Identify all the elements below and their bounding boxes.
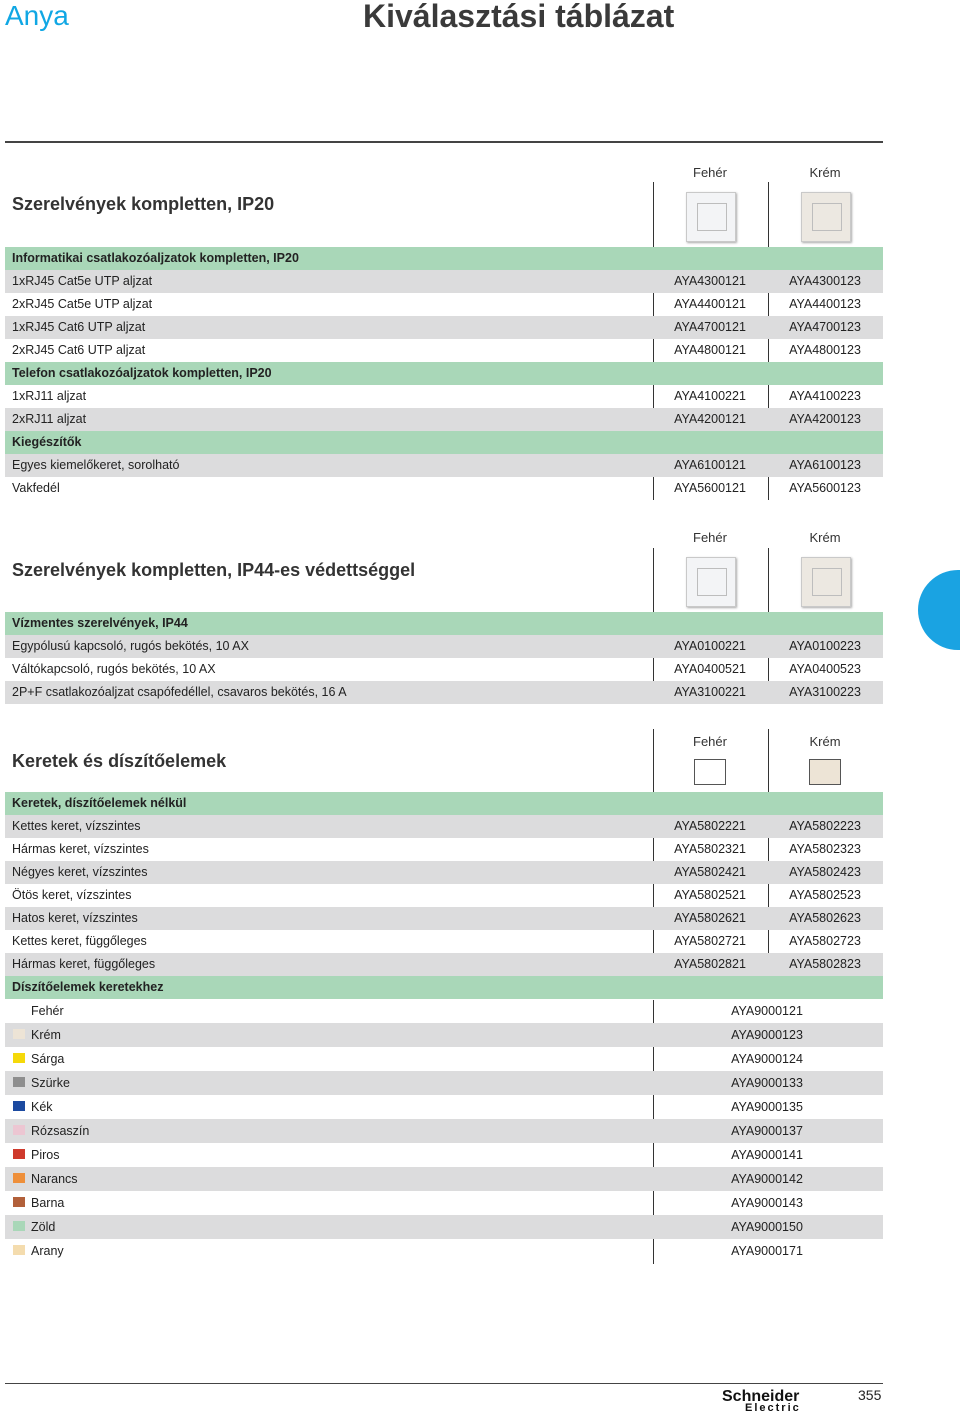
decor-row — [5, 1119, 883, 1143]
decor-label: Kék — [31, 1100, 53, 1114]
color-swatch — [13, 1125, 25, 1135]
table-row — [5, 815, 883, 838]
frame-swatch-white — [694, 759, 726, 785]
code-krem: AYA6100123 — [789, 458, 861, 472]
code-krem: AYA5802823 — [789, 957, 861, 971]
decor-label: Barna — [31, 1196, 65, 1210]
row-label: 2xRJ45 Cat5e UTP aljzat — [12, 297, 153, 311]
row-label: Ötös keret, vízszintes — [12, 888, 132, 902]
product-thumbnail-cream — [801, 557, 851, 607]
brand-label: Anya — [5, 0, 69, 31]
code-feher: AYA4700121 — [674, 320, 746, 334]
decor-code: AYA9000171 — [731, 1244, 803, 1258]
table-ip44 — [5, 612, 883, 704]
decor-row — [5, 1143, 883, 1167]
color-swatch — [13, 1149, 25, 1159]
category-row — [5, 976, 883, 999]
color-swatch — [13, 1221, 25, 1231]
row-label: 1xRJ45 Cat6 UTP aljzat — [12, 320, 146, 334]
section-title: Szerelvények kompletten, IP20 — [12, 194, 275, 214]
bottom-divider — [5, 1383, 883, 1384]
decor-label: Sárga — [31, 1052, 65, 1066]
category-label: Vízmentes szerelvények, IP44 — [12, 616, 188, 630]
table-row — [5, 477, 883, 500]
decor-code: AYA9000143 — [731, 1196, 803, 1210]
code-feher: AYA5802321 — [674, 842, 746, 856]
row-label: 2xRJ45 Cat6 UTP aljzat — [12, 343, 146, 357]
code-krem: AYA4800123 — [789, 343, 861, 357]
category-row — [5, 247, 883, 270]
decor-code: AYA9000133 — [731, 1076, 803, 1090]
row-label: Váltókapcsoló, rugós bekötés, 10 AX — [12, 662, 216, 676]
code-krem: AYA4400123 — [789, 297, 861, 311]
schneider-logo: Schneider — [722, 1388, 800, 1405]
column-header-krem: Krém — [809, 734, 841, 749]
table-row — [5, 658, 883, 681]
decor-row — [5, 1191, 883, 1215]
table-row — [5, 838, 883, 861]
decor-code: AYA9000142 — [731, 1172, 803, 1186]
decor-label: Piros — [31, 1148, 60, 1162]
decor-row — [5, 1047, 883, 1071]
color-swatch — [13, 1245, 25, 1255]
column-header-feher: Fehér — [693, 530, 727, 545]
code-krem: AYA0400523 — [789, 662, 861, 676]
table-row — [5, 454, 883, 477]
decor-code: AYA9000137 — [731, 1124, 803, 1138]
decor-label: Szürke — [31, 1076, 70, 1090]
row-label: Vakfedél — [12, 481, 60, 495]
table-row — [5, 681, 883, 704]
table-row — [5, 408, 883, 431]
product-thumbnail-cream — [801, 192, 851, 242]
code-krem: AYA4100223 — [789, 389, 861, 403]
code-feher: AYA4100221 — [674, 389, 746, 403]
row-label: Hármas keret, vízszintes — [12, 842, 149, 856]
code-krem: AYA4300123 — [789, 274, 861, 288]
color-swatch — [13, 1197, 25, 1207]
table-row — [5, 930, 883, 953]
section-title: Szerelvények kompletten, IP44-es védettséggel — [12, 560, 416, 580]
category-label: Díszítőelemek keretekhez — [12, 980, 164, 994]
code-feher: AYA5802721 — [674, 934, 746, 948]
decor-row — [5, 1023, 883, 1047]
decor-row — [5, 1071, 883, 1095]
decor-row — [5, 1095, 883, 1119]
table-row — [5, 316, 883, 339]
category-label: Informatikai csatlakozóaljzatok kompletten, IP20 — [12, 251, 299, 265]
table-row — [5, 907, 883, 930]
category-row — [5, 612, 883, 635]
table-row — [5, 953, 883, 976]
code-krem: AYA5802223 — [789, 819, 861, 833]
table-row — [5, 270, 883, 293]
code-feher: AYA5802821 — [674, 957, 746, 971]
color-swatch — [13, 1173, 25, 1183]
page-title: Kiválasztási táblázat — [363, 0, 675, 34]
decor-row — [5, 1167, 883, 1191]
code-feher: AYA4300121 — [674, 274, 746, 288]
decor-code: AYA9000135 — [731, 1100, 803, 1114]
row-label: 1xRJ11 aljzat — [12, 389, 87, 403]
color-swatch — [13, 1101, 25, 1111]
decor-code: AYA9000121 — [731, 1004, 803, 1018]
code-feher: AYA5802221 — [674, 819, 746, 833]
table-row — [5, 861, 883, 884]
code-feher: AYA6100121 — [674, 458, 746, 472]
decor-label: Arany — [31, 1244, 64, 1258]
code-feher: AYA4800121 — [674, 343, 746, 357]
code-feher: AYA0400521 — [674, 662, 746, 676]
row-label: Kettes keret, vízszintes — [12, 819, 141, 833]
page-number: 355 — [858, 1387, 882, 1403]
column-header-feher: Fehér — [693, 734, 727, 749]
decor-label: Narancs — [31, 1172, 78, 1186]
code-krem: AYA4200123 — [789, 412, 861, 426]
schneider-logo-sub: Electric — [745, 1402, 801, 1414]
category-row — [5, 431, 883, 454]
top-divider — [5, 141, 883, 143]
table-ip20 — [5, 247, 883, 500]
code-feher: AYA0100221 — [674, 639, 746, 653]
row-label: Egyes kiemelőkeret, sorolható — [12, 458, 180, 472]
column-header-krem: Krém — [809, 530, 841, 545]
decor-row — [5, 1239, 883, 1263]
decor-code: AYA9000150 — [731, 1220, 803, 1234]
code-krem: AYA5802623 — [789, 911, 861, 925]
code-feher: AYA4200121 — [674, 412, 746, 426]
table-row — [5, 884, 883, 907]
code-feher: AYA5802521 — [674, 888, 746, 902]
column-header-krem: Krém — [809, 165, 841, 180]
code-krem: AYA5802323 — [789, 842, 861, 856]
code-krem: AYA5802423 — [789, 865, 861, 879]
row-label: 2P+F csatlakozóaljzat csapófedéllel, csavaros bekötés, 16 A — [12, 685, 347, 699]
row-label: Egypólusú kapcsoló, rugós bekötés, 10 AX — [12, 639, 249, 653]
decor-code: AYA9000123 — [731, 1028, 803, 1042]
code-feher: AYA4400121 — [674, 297, 746, 311]
row-label: 2xRJ11 aljzat — [12, 412, 87, 426]
table-row — [5, 339, 883, 362]
table-frames — [5, 792, 883, 999]
decor-code: AYA9000124 — [731, 1052, 803, 1066]
frame-swatch-cream — [809, 759, 841, 785]
table-row — [5, 385, 883, 408]
decor-code: AYA9000141 — [731, 1148, 803, 1162]
code-krem: AYA5802523 — [789, 888, 861, 902]
category-row — [5, 362, 883, 385]
code-krem: AYA5600123 — [789, 481, 861, 495]
column-header-feher: Fehér — [693, 165, 727, 180]
code-krem: AYA4700123 — [789, 320, 861, 334]
table-row — [5, 635, 883, 658]
row-label: Hatos keret, vízszintes — [12, 911, 138, 925]
code-feher: AYA5802621 — [674, 911, 746, 925]
code-feher: AYA5802421 — [674, 865, 746, 879]
section-tab-marker — [918, 570, 960, 650]
row-label: 1xRJ45 Cat5e UTP aljzat — [12, 274, 153, 288]
row-label: Kettes keret, függőleges — [12, 934, 147, 948]
category-label: Keretek, díszítőelemek nélkül — [12, 796, 187, 810]
color-swatch — [13, 1005, 25, 1015]
decor-label: Zöld — [31, 1220, 56, 1234]
color-swatch — [13, 1029, 25, 1039]
code-krem: AYA3100223 — [789, 685, 861, 699]
decor-row — [5, 1215, 883, 1239]
section-title: Keretek és díszítőelemek — [12, 751, 227, 771]
decor-label: Krém — [31, 1028, 61, 1042]
color-swatch — [13, 1053, 25, 1063]
product-thumbnail-white — [686, 557, 736, 607]
product-thumbnail-white — [686, 192, 736, 242]
code-feher: AYA3100221 — [674, 685, 746, 699]
row-label: Négyes keret, vízszintes — [12, 865, 148, 879]
color-swatch — [13, 1077, 25, 1087]
category-label: Kiegészítők — [12, 435, 82, 449]
decor-row — [5, 999, 883, 1023]
code-krem: AYA0100223 — [789, 639, 861, 653]
table-decor — [5, 999, 883, 1263]
category-label: Telefon csatlakozóaljzatok kompletten, IP20 — [12, 366, 272, 380]
table-row — [5, 293, 883, 316]
row-label: Hármas keret, függőleges — [12, 957, 156, 971]
decor-label: Rózsaszín — [31, 1124, 90, 1138]
code-krem: AYA5802723 — [789, 934, 861, 948]
category-row — [5, 792, 883, 815]
decor-label: Fehér — [31, 1004, 64, 1018]
code-feher: AYA5600121 — [674, 481, 746, 495]
